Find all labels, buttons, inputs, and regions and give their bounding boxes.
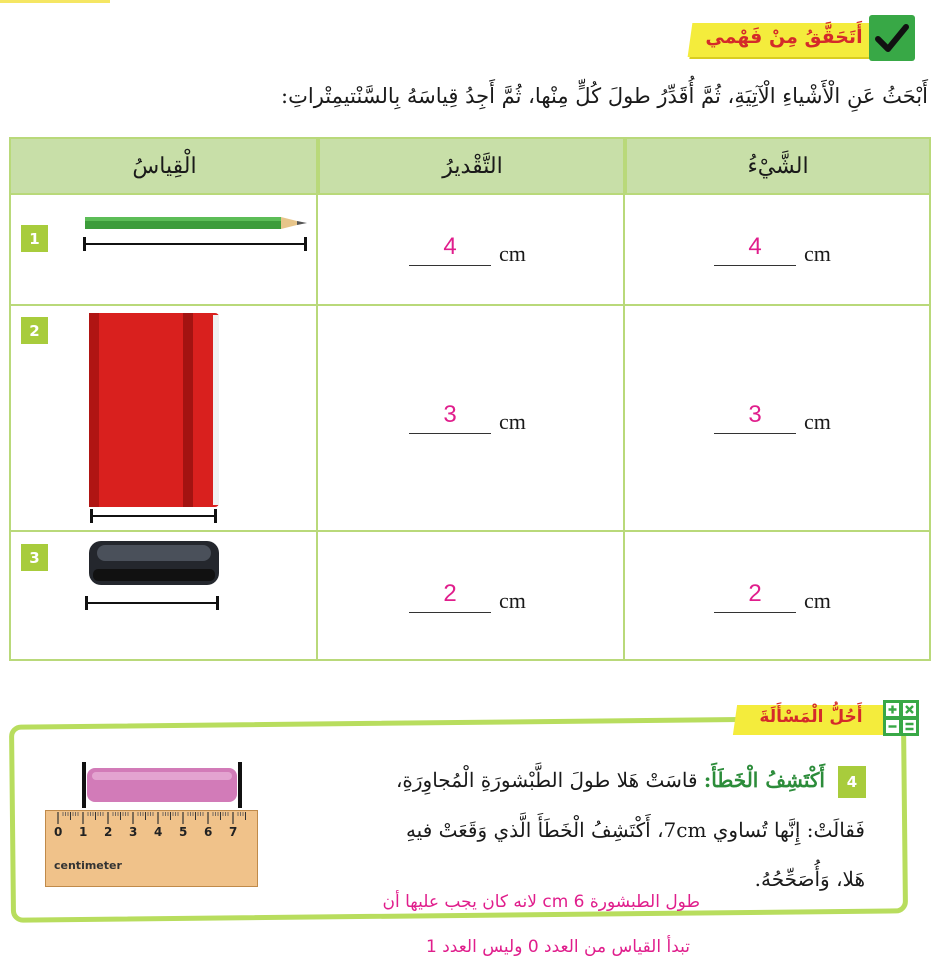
- row-number-badge: 3: [21, 544, 48, 571]
- row-number-badge: 1: [21, 225, 48, 252]
- banner-title: أَحُلُّ الْمَسْأَلَةَ: [759, 707, 863, 727]
- estimate-answer: [409, 401, 559, 437]
- chalk-icon: [78, 762, 248, 812]
- unit-label: cm: [499, 409, 526, 434]
- estimate-value: 3: [443, 401, 457, 428]
- length-indicator: [91, 515, 216, 517]
- section-banner-problem: [735, 700, 931, 744]
- calculator-icon: [883, 700, 919, 736]
- unit-label: cm: [804, 588, 831, 613]
- ruler-number: 1: [79, 825, 88, 839]
- section-banner-check: [690, 15, 915, 61]
- measurement-table: [9, 137, 931, 661]
- ruler-number: 4: [154, 825, 163, 839]
- problem-number-badge: 4: [838, 766, 866, 798]
- estimate-answer: [409, 233, 559, 269]
- row-number-badge: 2: [21, 317, 48, 344]
- table-divider: [11, 193, 929, 195]
- table-divider: [11, 530, 929, 532]
- table-divider: [316, 139, 318, 659]
- answer-line: [409, 265, 491, 266]
- length-indicator: [86, 602, 218, 604]
- measure-value: 3: [748, 401, 762, 428]
- measure-value: 2: [748, 580, 762, 607]
- banner-title: أَتَحَقَّقُ مِنْ فَهْمي: [705, 26, 863, 48]
- table-divider: [11, 304, 929, 306]
- problem-line-3: هَلا، وَأُصَحِّحُهُ.: [754, 867, 865, 891]
- ruler-number: 6: [204, 825, 213, 839]
- eraser-icon: [87, 539, 221, 589]
- student-answer-line-2: تبدأ القياس من العدد 0 وليس العدد 1: [425, 937, 690, 957]
- unit-label: cm: [804, 409, 831, 434]
- unit-label: cm: [804, 241, 831, 266]
- notebook-icon: [87, 311, 223, 511]
- estimate-value: 2: [443, 580, 457, 607]
- ruler-ticks: [46, 811, 257, 886]
- measure-value: 4: [748, 233, 762, 260]
- answer-line: [409, 433, 491, 434]
- problem-line-1: [320, 768, 825, 792]
- header-estimate: التَّقْديرُ: [318, 139, 625, 194]
- student-answer-line-1: طول الطبشورة cm 6 لانه كان يجب عليها أن: [382, 892, 700, 912]
- header-object: الشَّيْءُ: [625, 139, 929, 194]
- ruler-number: 3: [129, 825, 138, 839]
- problem-line-2: فَقالَتْ: إِنَّها تُساوي 7cm، أَكْتَشِفُ الْخَطَأَ الَّذي وَقَعَتْ فيهِ: [405, 818, 865, 842]
- ruler-number: 7: [229, 825, 238, 839]
- measure-answer: [714, 233, 864, 269]
- table-divider: [623, 139, 625, 659]
- ruler-number: 5: [179, 825, 188, 839]
- ruler-number: 2: [104, 825, 113, 839]
- estimate-value: 4: [443, 233, 457, 260]
- header-measure: الْقِياسُ: [11, 139, 318, 194]
- ruler-label: centimeter: [54, 859, 122, 872]
- unit-label: cm: [499, 241, 526, 266]
- measure-answer: [714, 401, 864, 437]
- unit-label: cm: [499, 588, 526, 613]
- answer-line: [714, 265, 796, 266]
- answer-line: [714, 433, 796, 434]
- answer-line: [409, 612, 491, 613]
- pencil-icon: [83, 211, 313, 237]
- checkmark-icon: [869, 15, 915, 61]
- instruction-text: أَبْحَثُ عَنِ الْأَشْياءِ الْآتِيَةِ، ثُمَّ أُقَدِّرُ طولَ كُلٍّ مِنْها، ثُمَّ أَجِدُ قِياسَهُ بِالسَّنْتيمِتْراتِ:: [281, 84, 928, 108]
- ruler-number: 0: [54, 825, 63, 839]
- length-indicator: [84, 243, 306, 245]
- estimate-answer: [409, 580, 559, 616]
- ruler: [45, 810, 258, 887]
- measure-answer: [714, 580, 864, 616]
- problem-label: أَكْتَشِفُ الْخَطَأَ:: [703, 768, 825, 792]
- top-decoration-line: [0, 0, 110, 3]
- problem-text: قاسَتْ هَلا طولَ الطَّبْشورَةِ الْمُجاوِرَةِ،: [395, 768, 698, 792]
- answer-line: [714, 612, 796, 613]
